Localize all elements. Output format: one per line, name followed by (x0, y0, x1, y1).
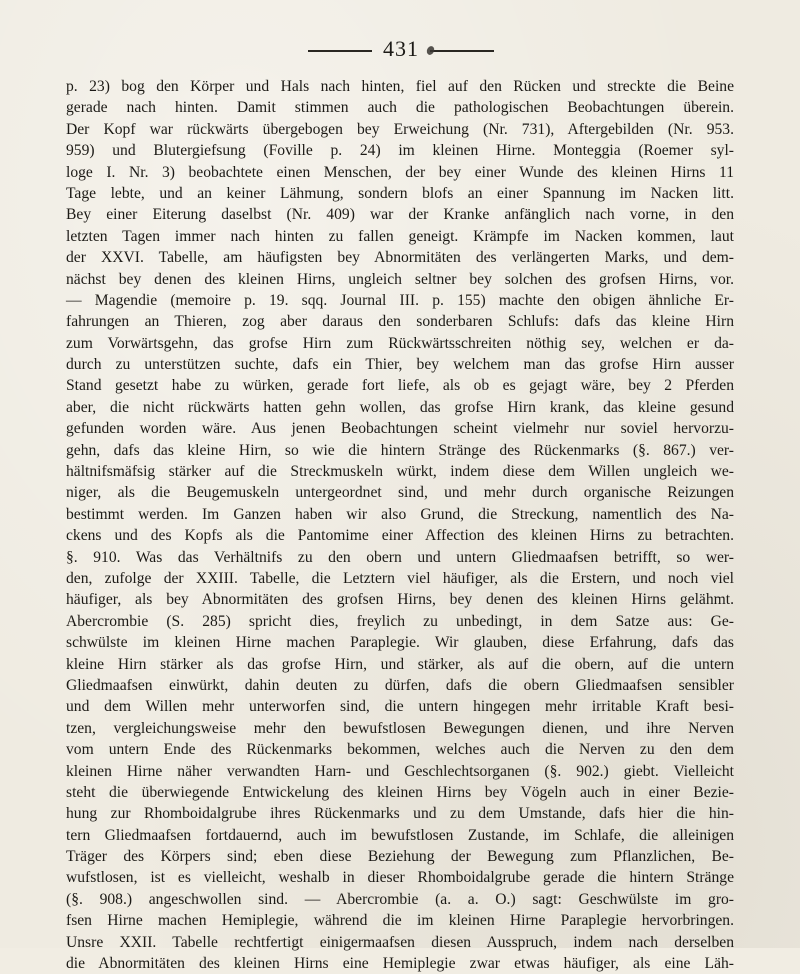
text-line: Bey einer Eiterung daselbst (Nr. 409) war der Kranke anfänglich nach vorne, in den (66, 206, 734, 224)
page-number: 431 (383, 36, 419, 61)
text-line: fahrungen an Thieren, zog aber daraus den sonderbaren Schlufs: dafs das kleine Hirn (66, 313, 734, 331)
text-line: die Abnormitäten des kleinen Hirns eine Hemiplegie zwar etwas häufiger, als eine Läh- (66, 955, 734, 973)
body-text (66, 76, 734, 974)
text-line: kleinen Hirne näher verwandten Harn- und Geschlechtsorganen (§. 902.) giebt. Vielleicht (66, 762, 734, 780)
text-line: loge I. Nr. 3) beobachtete einen Menschen, der bey einer Wunde des kleinen Hirns 11 (66, 163, 734, 181)
text-line: der XXVI. Tabelle, am häufigsten bey Abnormitäten des verlängerten Marks, und dem- (66, 249, 734, 267)
header-rule-right (430, 50, 494, 52)
text-line: gefunden worden wäre. Aus jenen Beobachtungen scheint vielmehr nur soviel hervorzu- (66, 420, 734, 438)
page-header (0, 34, 800, 64)
text-line: tern Gliedmaafsen fortdauernd, auch im bewufstlosen Zustande, im Schlafe, die alleinigen (66, 826, 734, 844)
text-line: Gliedmaafsen einwürkt, dahin deuten zu dürfen, dafs die obern Gliedmaafsen sensibler (66, 676, 734, 694)
text-line: hältnifsmäfsig stärker auf die Streckmuskeln würkt, indem diese dem Willen ungleich we- (66, 463, 734, 481)
text-line: und dem Willen mehr unterworfen sind, die untern hingegen mehr irritable Kraft besi- (66, 698, 734, 716)
text-line: gehn, dafs das kleine Hirn, so wie die hintern Stränge des Rückenmarks (§. 867.) ver- (66, 441, 734, 459)
text-line: Träger des Körpers sind; eben diese Beziehung der Bewegung zum Pflanzlichen, Be- (66, 848, 734, 866)
text-line: §. 910. Was das Verhältnifs zu den obern und untern Gliedmaafsen betrifft, so wer- (66, 548, 734, 566)
text-line: häufiger, als bey Abnormitäten des grofsen Hirns, bey denen des kleinen Hirns gelähmt. (66, 591, 734, 609)
text-line: ckens und des Kopfs als die Pantomime einer Affection des kleinen Hirns zu betrachten. (66, 527, 734, 545)
text-line: letzten Tagen immer nach hinten zu fallen geneigt. Krämpfe im Nacken kommen, laut (66, 227, 734, 245)
text-line: Der Kopf war rückwärts übergebogen bey Erweichung (Nr. 731), Aftergebilden (Nr. 953. (66, 120, 734, 138)
text-line: bestimmt werden. Im Ganzen haben wir also Grund, die Streckung, namentlich des Na- (66, 505, 734, 523)
text-line: kleine Hirn stärker als das grofse Hirn, und stärker, als auf die obern, auf die untern (66, 655, 734, 673)
text-line: p. 23) bog den Körper und Hals nach hinten, fiel auf den Rücken und streckte die Beine (66, 78, 734, 95)
header-rule-left (308, 50, 372, 52)
text-line: nächst bey denen des kleinen Hirns, ungleich seltner bey solchen des grofsen Hirns, vor. (66, 270, 734, 288)
text-line: schwülste im kleinen Hirne machen Paraplegie. Wir glauben, diese Erfahrung, dafs das (66, 634, 734, 652)
text-line: gerade nach hinten. Damit stimmen auch die pathologischen Beobachtungen überein. (66, 99, 734, 117)
text-line: — Magendie (memoire p. 19. sqq. Journal III. p. 155) machte den obigen ähnliche Er- (66, 291, 734, 309)
text-line: aber, die nicht rückwärts hatten gehn wollen, das grofse Hirn krank, das kleine gesund (66, 398, 734, 416)
text-line: tzen, vergleichungsweise mehr den bewufstlosen Bewegungen dienen, und ihre Nerven (66, 719, 734, 737)
text-line: Abercrombie (S. 285) spricht dies, freylich zu unbedingt, in dem Satze aus: Ge- (66, 612, 734, 630)
text-line: Tage lebte, und an keiner Lähmung, sondern blofs an einer Spannung im Nacken litt. (66, 184, 734, 202)
text-line: hung zur Rhomboidalgrube ihres Rückenmarks und zu dem Umstande, dafs hier die hin- (66, 805, 734, 823)
text-line: (§. 908.) angeschwollen sind. — Abercrombie (a. a. O.) sagt: Geschwülste im gro- (66, 890, 734, 908)
text-line: steht die überwiegende Entwickelung des kleinen Hirns bey Vögeln auch in einer Bezie- (66, 783, 734, 801)
text-line: zum Vorwärtsgehn, das grofse Hirn zum Rückwärtsschreiten nöthig sey, welchen er da- (66, 334, 734, 352)
text-line: 959) und Blutergiefsung (Foville p. 24) im kleinen Hirne. Monteggia (Roemer syl- (66, 142, 734, 160)
text-line: wufstlosen, ist es vielleicht, weshalb in dieser Rhomboidalgrube gerade die hintern Stränge (66, 869, 734, 887)
text-line: den, zufolge der XXIII. Tabelle, die Letztern viel häufiger, als die Erstern, und noch viel (66, 569, 734, 587)
text-line: Stand gesetzt habe zu würken, gerade fort liefe, als ob es gejagt wäre, bey 2 Pferden (66, 377, 734, 395)
text-line: niger, als die Beugemuskeln untergeordnet sind, und mehr durch organische Reizungen (66, 484, 734, 502)
text-line: Unsre XXII. Tabelle rechtfertigt einigermaafsen diesen Ausspruch, indem nach derselben (66, 933, 734, 951)
text-line: vom untern Ende des Rückenmarks bekommen, welches auch die Nerven zu den dem (66, 741, 734, 759)
text-line: fsen Hirne machen Hemiplegie, während die im kleinen Hirne Paraplegie hervorbringen. (66, 912, 734, 930)
text-line: durch zu unterstützen suchte, dafs ein Thier, bey welchem man das grofse Hirn ausser (66, 356, 734, 374)
